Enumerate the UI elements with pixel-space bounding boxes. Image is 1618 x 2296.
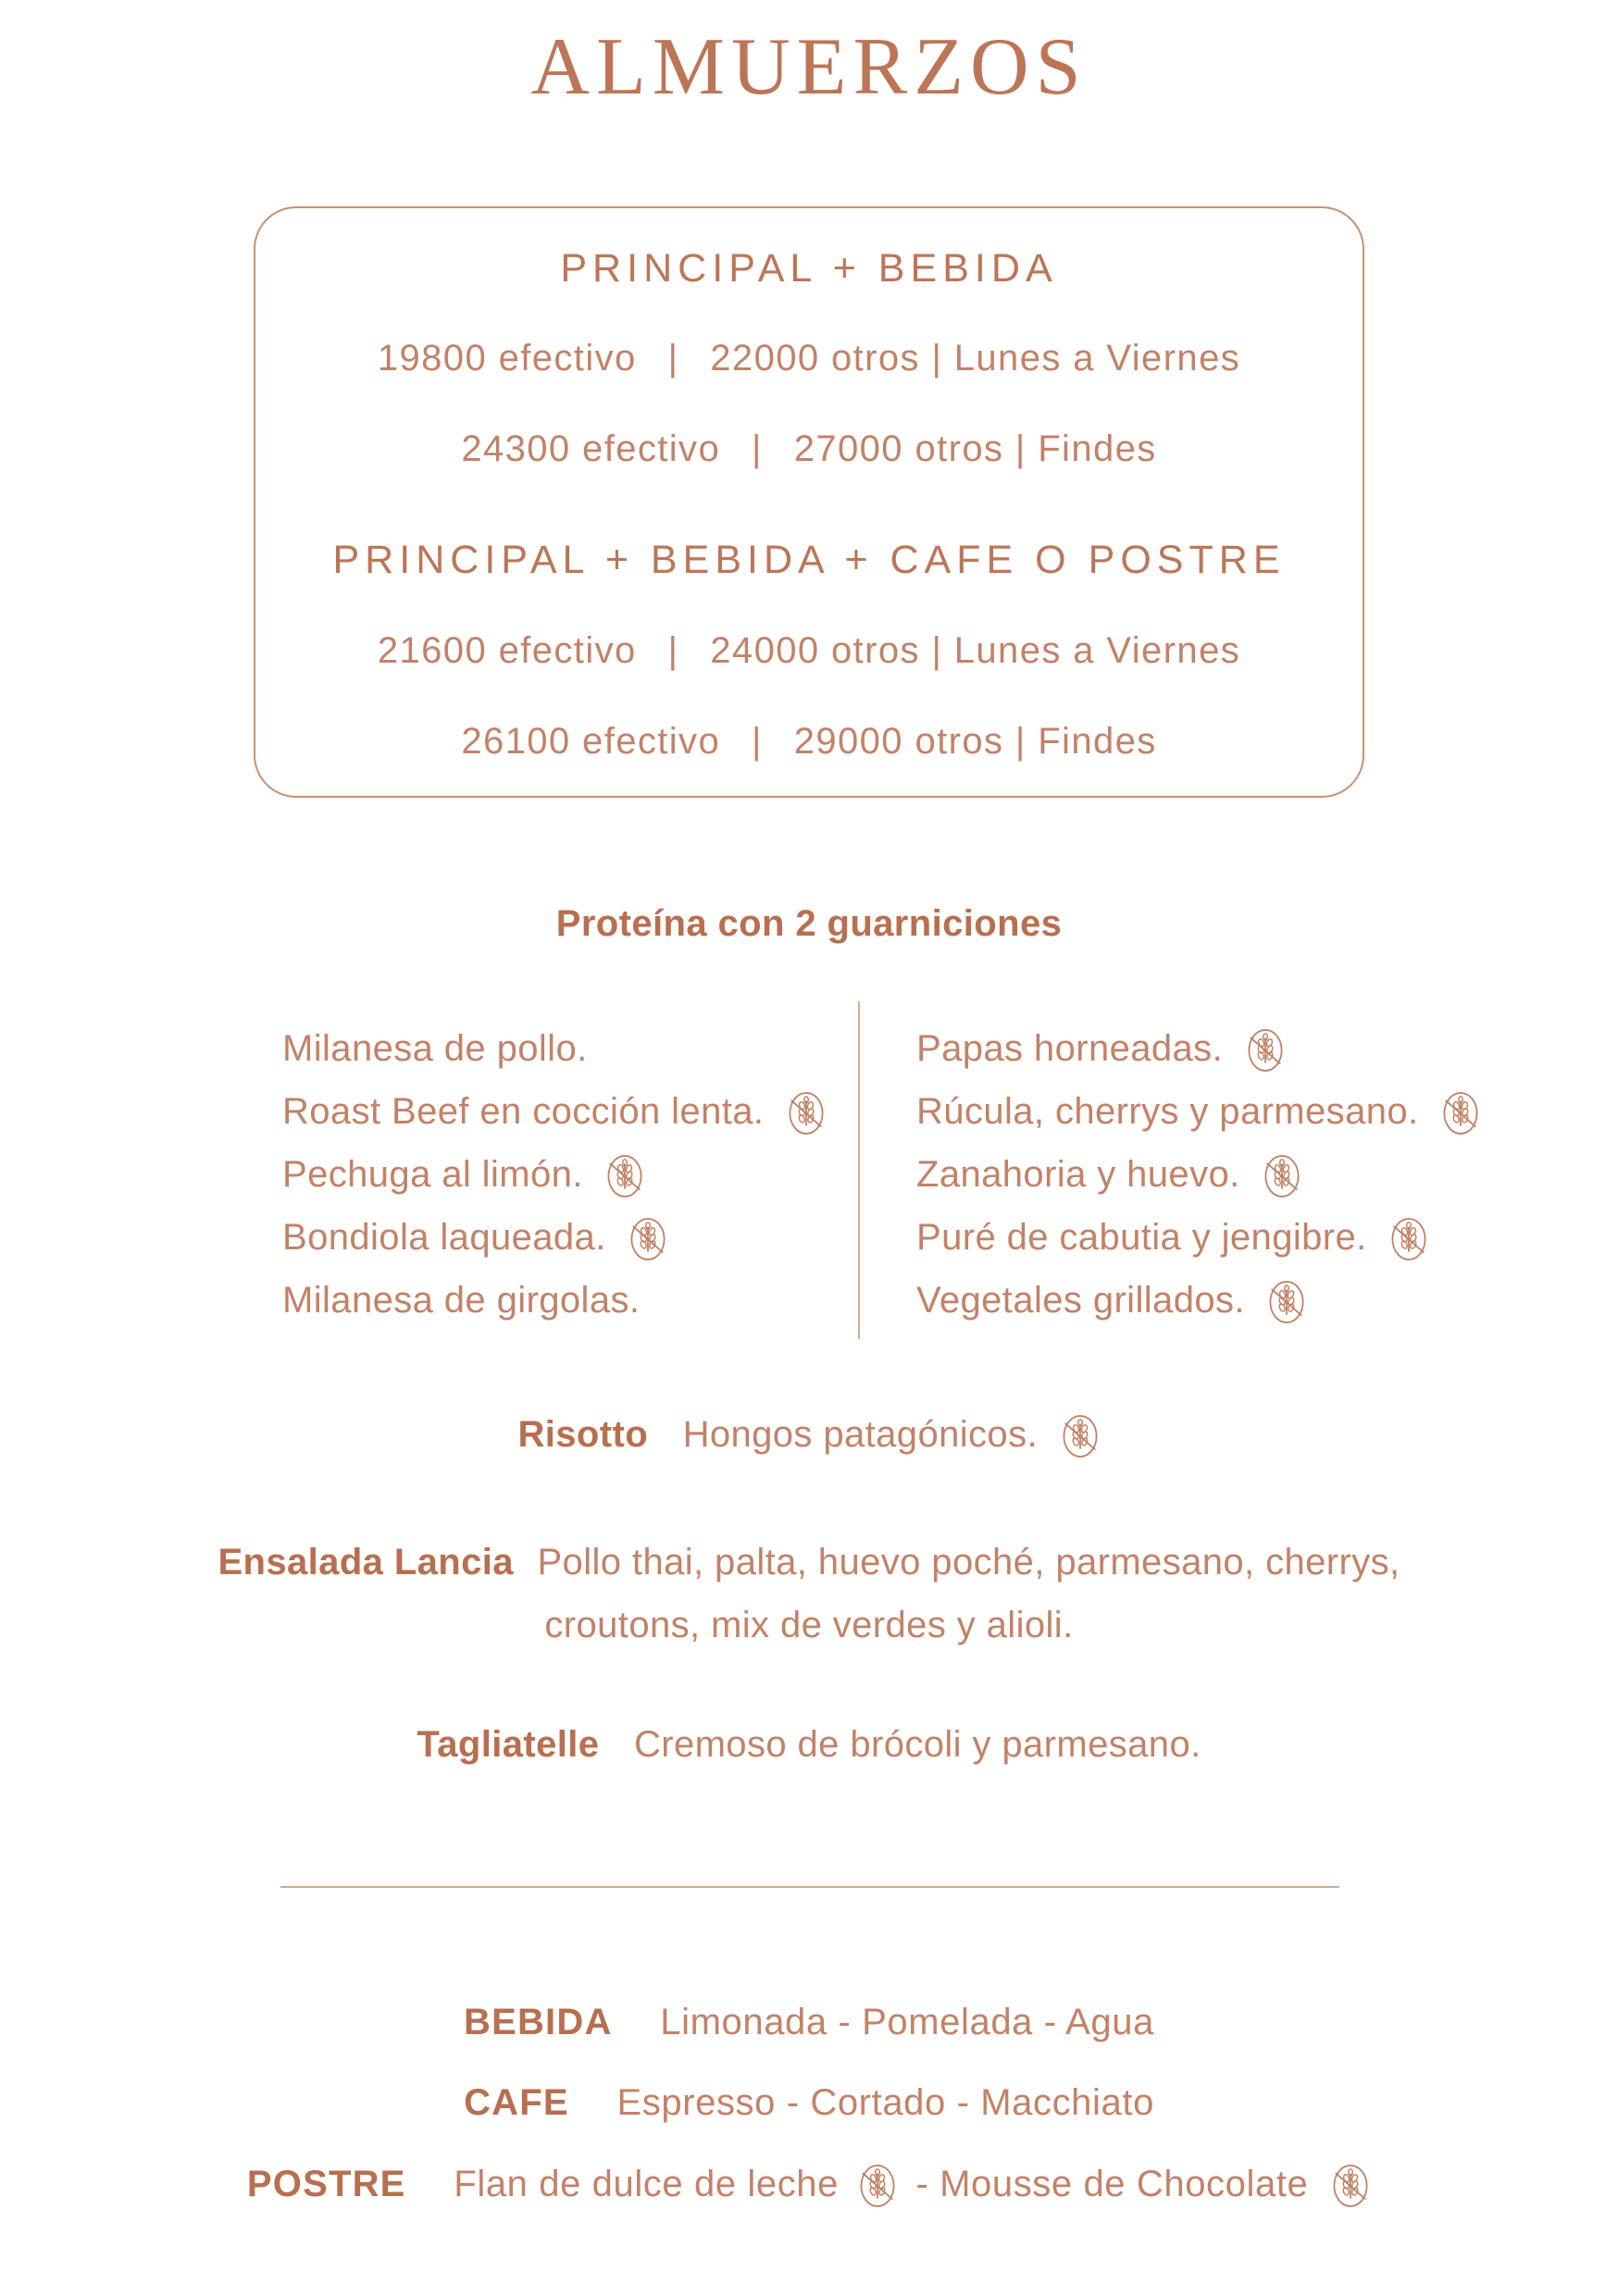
- extras-separator: -: [915, 2164, 929, 2204]
- price-line: 19800 efectivo | 22000 otros | Lunes a Viernes: [377, 338, 1241, 379]
- list-item: [282, 1206, 858, 1269]
- list-item: [916, 1143, 1486, 1206]
- dish-text: Vegetales grillados.: [916, 1280, 1245, 1321]
- extras-cafe: [0, 2071, 1618, 2134]
- protein-section-heading: Proteína con 2 guarniciones: [555, 903, 1063, 944]
- dish-text: Pechuga al limón.: [282, 1154, 583, 1195]
- dish-tagliatelle: [0, 1719, 1618, 1770]
- dish-risotto: [0, 1409, 1618, 1460]
- list-item: [282, 1269, 858, 1332]
- dish-text: Milanesa de girgolas.: [282, 1280, 641, 1321]
- protein-columns: [282, 1017, 1486, 1339]
- gluten-free-icon: [786, 1090, 827, 1136]
- dish-label: Tagliatelle: [417, 1724, 600, 1765]
- gluten-free-icon: [1060, 1413, 1101, 1459]
- extras-label: POSTRE: [246, 2164, 406, 2204]
- gluten-free-icon: [1262, 1153, 1302, 1199]
- dish-description: croutons, mix de verdes y alioli.: [544, 1605, 1074, 1645]
- dish-label: Ensalada Lancia: [218, 1542, 514, 1582]
- extras-options: Limonada - Pomelada - Agua: [660, 2002, 1154, 2042]
- dish-text: Papas horneadas.: [916, 1028, 1224, 1069]
- dish-description: Hongos patagónicos.: [682, 1414, 1038, 1455]
- combo-heading-principal-bebida-cafe-postre: PRINCIPAL + BEBIDA + CAFE O POSTRE: [332, 538, 1286, 582]
- pricing-box: [254, 206, 1364, 798]
- extras-label: BEBIDA: [464, 2002, 613, 2042]
- gluten-free-icon: [628, 1216, 668, 1262]
- list-item: [916, 1080, 1486, 1143]
- extras-label: CAFE: [464, 2082, 569, 2123]
- gluten-free-icon: [1245, 1027, 1286, 1074]
- combo-heading-principal-bebida: PRINCIPAL + BEBIDA: [560, 246, 1058, 291]
- gluten-free-icon: [604, 1153, 645, 1199]
- gluten-free-icon: [1388, 1216, 1429, 1262]
- dish-text: Zanahoria y huevo.: [916, 1154, 1240, 1195]
- extras-options: Flan de dulce de leche: [454, 2164, 839, 2204]
- sides-list: [860, 1017, 1486, 1339]
- price-line: 21600 efectivo | 24000 otros | Lunes a Viernes: [377, 630, 1241, 671]
- gluten-free-icon: [1330, 2163, 1371, 2209]
- price-line: 24300 efectivo | 27000 otros | Findes: [461, 428, 1157, 469]
- dish-description: Cremoso de brócoli y parmesano.: [633, 1724, 1201, 1765]
- gluten-free-icon: [857, 2163, 898, 2209]
- dish-description: Pollo thai, palta, huevo poché, parmesano, cherrys,: [537, 1542, 1400, 1582]
- extras-bebida: [0, 1991, 1618, 2054]
- page-title: ALMUERZOS: [530, 22, 1088, 112]
- list-item: [282, 1080, 858, 1143]
- dish-text: Milanesa de pollo.: [282, 1028, 588, 1069]
- gluten-free-icon: [1266, 1279, 1307, 1325]
- section-divider: [280, 1886, 1339, 1888]
- list-item: [282, 1143, 858, 1206]
- extras-postre: [0, 2153, 1618, 2215]
- list-item: [916, 1269, 1486, 1332]
- dish-text: Puré de cabutia y jengibre.: [916, 1217, 1367, 1258]
- list-item: [916, 1017, 1486, 1080]
- price-line: 26100 efectivo | 29000 otros | Findes: [461, 721, 1157, 762]
- extras-options: Espresso - Cortado - Macchiato: [616, 2082, 1154, 2123]
- gluten-free-icon: [1440, 1090, 1481, 1136]
- list-item: [282, 1017, 858, 1080]
- dish-text: Rúcula, cherrys y parmesano.: [916, 1091, 1419, 1132]
- dish-text: Bondiola laqueada.: [282, 1217, 606, 1258]
- dish-ensalada-lancia: [0, 1531, 1618, 1657]
- protein-list: [282, 1017, 858, 1339]
- list-item: [916, 1206, 1486, 1269]
- extras-options: Mousse de Chocolate: [940, 2164, 1309, 2204]
- dish-label: Risotto: [517, 1414, 649, 1455]
- dish-text: Roast Beef en cocción lenta.: [282, 1091, 765, 1132]
